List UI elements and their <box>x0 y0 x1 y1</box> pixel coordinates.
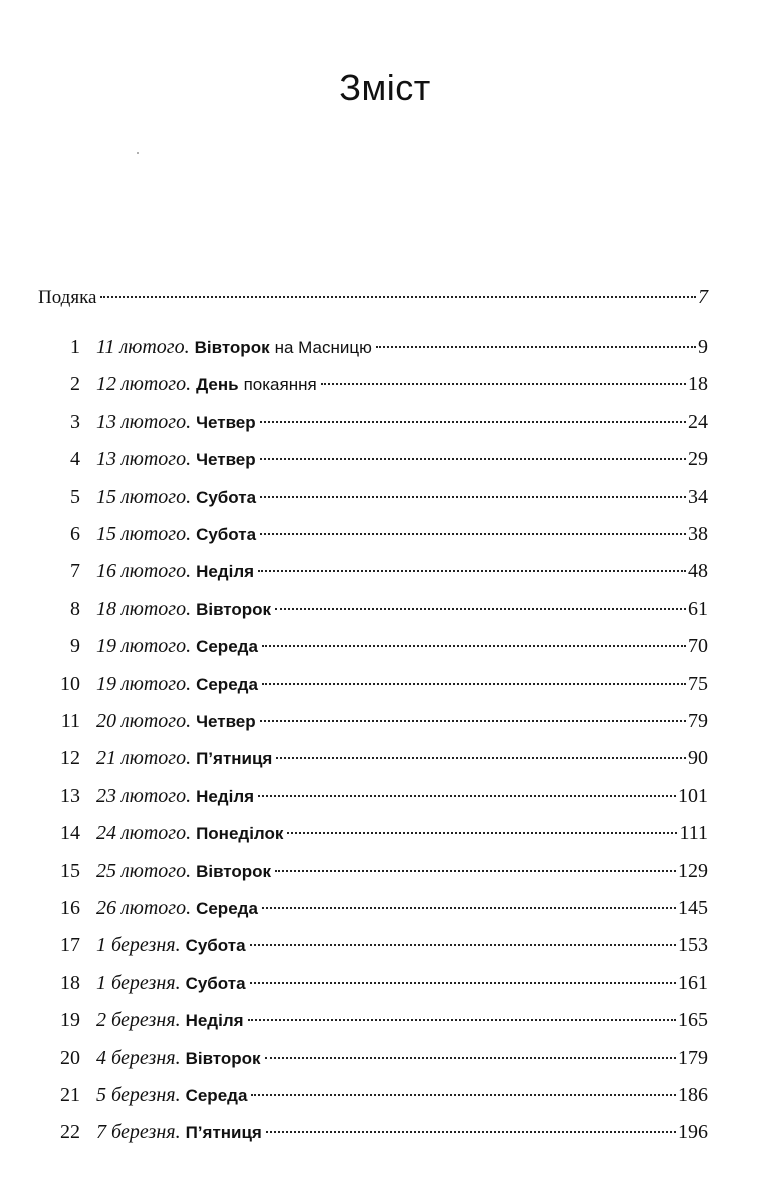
chapter-date: 20 лютого. <box>96 710 192 732</box>
page-number: 179 <box>678 1047 708 1069</box>
chapter-day: Середа <box>185 1086 248 1105</box>
toc-row[interactable] <box>0 893 770 923</box>
toc-row[interactable] <box>0 781 770 811</box>
dot-leader <box>260 458 686 460</box>
toc-entry <box>96 1043 708 1074</box>
chapter-subtitle: покаяння <box>243 375 317 394</box>
page-number: 186 <box>678 1084 708 1106</box>
toc-row[interactable] <box>0 369 770 399</box>
toc-entry <box>96 1117 708 1148</box>
dot-leader <box>258 570 686 572</box>
dot-leader <box>287 832 677 834</box>
dot-leader <box>251 1094 676 1096</box>
dot-leader <box>276 757 686 759</box>
toc-entry <box>96 332 708 363</box>
dot-leader <box>250 944 676 946</box>
toc-entry <box>96 444 708 475</box>
chapter-number: 6 <box>70 523 80 545</box>
page-number: 24 <box>688 411 708 433</box>
chapter-number: 4 <box>70 448 80 470</box>
chapter-number: 12 <box>60 747 80 769</box>
toc-row[interactable] <box>0 1043 770 1073</box>
chapter-day: П’ятниця <box>185 1123 262 1142</box>
page-number: 29 <box>688 448 708 470</box>
toc-entry <box>96 369 708 400</box>
toc-row-acknowledgement[interactable] <box>0 282 770 312</box>
dot-leader <box>260 496 686 498</box>
toc-entry <box>96 669 708 700</box>
page-number: 18 <box>688 373 708 395</box>
dot-leader <box>250 982 676 984</box>
page-number: 75 <box>688 673 708 695</box>
page-number: 165 <box>678 1009 708 1031</box>
dot-leader <box>100 296 696 298</box>
chapter-number: 18 <box>60 972 80 994</box>
toc-entry <box>96 1005 708 1036</box>
page-number: 38 <box>688 523 708 545</box>
page-number: 79 <box>688 710 708 732</box>
chapter-number: 9 <box>70 635 80 657</box>
page-number: 196 <box>678 1121 708 1143</box>
chapter-day: Вівторок <box>196 862 272 881</box>
chapter-date: 19 лютого. <box>96 673 192 695</box>
chapter-date: 5 березня. <box>96 1084 181 1106</box>
toc-row[interactable] <box>0 669 770 699</box>
chapter-number: 7 <box>70 560 80 582</box>
dot-leader <box>260 533 686 535</box>
toc-row[interactable] <box>0 1005 770 1035</box>
chapter-date: 13 лютого. <box>96 448 192 470</box>
print-speck <box>137 152 139 154</box>
chapter-day: Вівторок <box>185 1049 261 1068</box>
chapter-day: Вівторок <box>194 338 270 357</box>
chapter-number: 5 <box>70 486 80 508</box>
chapter-day: Четвер <box>196 413 256 432</box>
toc-row[interactable] <box>0 519 770 549</box>
toc-row[interactable] <box>0 1080 770 1110</box>
toc-entry <box>38 282 708 313</box>
chapter-number: 8 <box>70 598 80 620</box>
toc-entry <box>96 968 708 999</box>
chapter-day: Середа <box>196 675 258 694</box>
toc-row[interactable] <box>0 444 770 474</box>
toc-entry <box>96 893 708 924</box>
toc-row[interactable] <box>0 930 770 960</box>
chapter-day: Понеділок <box>196 824 284 843</box>
chapter-date: 2 березня. <box>96 1009 181 1031</box>
toc-row[interactable] <box>0 818 770 848</box>
dot-leader <box>262 645 686 647</box>
dot-leader <box>265 1057 676 1059</box>
toc-row[interactable] <box>0 1117 770 1147</box>
page-number: 61 <box>688 598 708 620</box>
dot-leader <box>321 383 686 385</box>
chapter-number: 10 <box>60 673 80 695</box>
chapter-date: 13 лютого. <box>96 411 192 433</box>
toc-entry <box>96 1080 708 1111</box>
chapter-day: Субота <box>185 936 246 955</box>
dot-leader <box>248 1019 676 1021</box>
dot-leader <box>262 907 676 909</box>
chapter-number: 15 <box>60 860 80 882</box>
chapter-date: 19 лютого. <box>96 635 192 657</box>
toc-entry <box>96 818 708 849</box>
toc-entry <box>96 631 708 662</box>
page-title: Зміст <box>339 67 431 108</box>
chapter-date: 11 лютого. <box>96 336 190 358</box>
toc-row[interactable] <box>0 856 770 886</box>
toc-row[interactable] <box>0 706 770 736</box>
chapter-number: 16 <box>60 897 80 919</box>
toc-entry <box>96 930 708 961</box>
chapter-number: 3 <box>70 411 80 433</box>
toc-row[interactable] <box>0 407 770 437</box>
toc-entry <box>96 407 708 438</box>
chapter-date: 12 лютого. <box>96 373 192 395</box>
page-number: 90 <box>688 747 708 769</box>
chapter-day: П’ятниця <box>196 749 273 768</box>
chapter-date: 1 березня. <box>96 934 181 956</box>
toc-entry <box>96 519 708 550</box>
page-number: 70 <box>688 635 708 657</box>
dot-leader <box>275 870 676 872</box>
dot-leader <box>266 1131 676 1133</box>
chapter-date: 1 березня. <box>96 972 181 994</box>
dot-leader <box>260 720 686 722</box>
chapter-date: 23 лютого. <box>96 785 192 807</box>
page-number: 48 <box>688 560 708 582</box>
chapter-day: Середа <box>196 637 258 656</box>
toc-row[interactable] <box>0 482 770 512</box>
dot-leader <box>260 421 686 423</box>
chapter-day: Субота <box>185 974 246 993</box>
acknowledgement-label: Подяка <box>38 287 97 308</box>
chapter-date: 4 березня. <box>96 1047 181 1069</box>
page-number: 34 <box>688 486 708 508</box>
chapter-date: 24 лютого. <box>96 822 192 844</box>
page-number: 145 <box>678 897 708 919</box>
toc-entry <box>96 482 708 513</box>
chapter-number: 13 <box>60 785 80 807</box>
chapter-subtitle: на Масницю <box>274 338 372 357</box>
toc-row[interactable] <box>0 556 770 586</box>
toc-row[interactable] <box>0 631 770 661</box>
chapter-number: 14 <box>60 822 80 844</box>
page-number: 161 <box>678 972 708 994</box>
chapter-date: 26 лютого. <box>96 897 192 919</box>
chapter-number: 11 <box>60 710 80 732</box>
chapter-number: 17 <box>60 934 80 956</box>
chapter-date: 16 лютого. <box>96 560 192 582</box>
toc-entry <box>96 594 708 625</box>
dot-leader <box>376 346 696 348</box>
chapter-day: Середа <box>196 899 258 918</box>
dot-leader <box>275 608 686 610</box>
chapter-date: 25 лютого. <box>96 860 192 882</box>
toc-row[interactable] <box>0 743 770 773</box>
page-number: 153 <box>678 934 708 956</box>
page-number: 9 <box>698 336 708 358</box>
chapter-day: День <box>196 375 239 394</box>
chapter-date: 15 лютого. <box>96 486 192 508</box>
chapter-day: Неділя <box>196 787 255 806</box>
toc-row[interactable] <box>0 594 770 624</box>
chapter-day: Неділя <box>196 562 255 581</box>
toc-entry <box>96 856 708 887</box>
page-number: 129 <box>678 860 708 882</box>
toc-entry <box>96 781 708 812</box>
toc-entry <box>96 743 708 774</box>
toc-entry <box>96 556 708 587</box>
chapter-date: 21 лютого. <box>96 747 192 769</box>
toc-row[interactable] <box>0 968 770 998</box>
chapter-day: Четвер <box>196 712 256 731</box>
chapter-day: Вівторок <box>196 600 272 619</box>
toc-entry <box>96 706 708 737</box>
chapter-day: Четвер <box>196 450 256 469</box>
chapter-date: 18 лютого. <box>96 598 192 620</box>
page-number: 7 <box>698 286 708 308</box>
chapter-number: 2 <box>70 373 80 395</box>
toc-row[interactable] <box>0 332 770 362</box>
page-number: 111 <box>679 822 708 844</box>
chapter-number: 21 <box>60 1084 80 1106</box>
dot-leader <box>262 683 686 685</box>
dot-leader <box>258 795 676 797</box>
chapter-day: Субота <box>196 525 257 544</box>
chapter-number: 20 <box>60 1047 80 1069</box>
chapter-day: Субота <box>196 488 257 507</box>
page-number: 101 <box>678 785 708 807</box>
chapter-number: 22 <box>60 1121 80 1143</box>
chapter-date: 15 лютого. <box>96 523 192 545</box>
chapter-date: 7 березня. <box>96 1121 181 1143</box>
chapter-number: 1 <box>70 336 80 358</box>
chapter-day: Неділя <box>185 1011 244 1030</box>
chapter-number: 19 <box>60 1009 80 1031</box>
